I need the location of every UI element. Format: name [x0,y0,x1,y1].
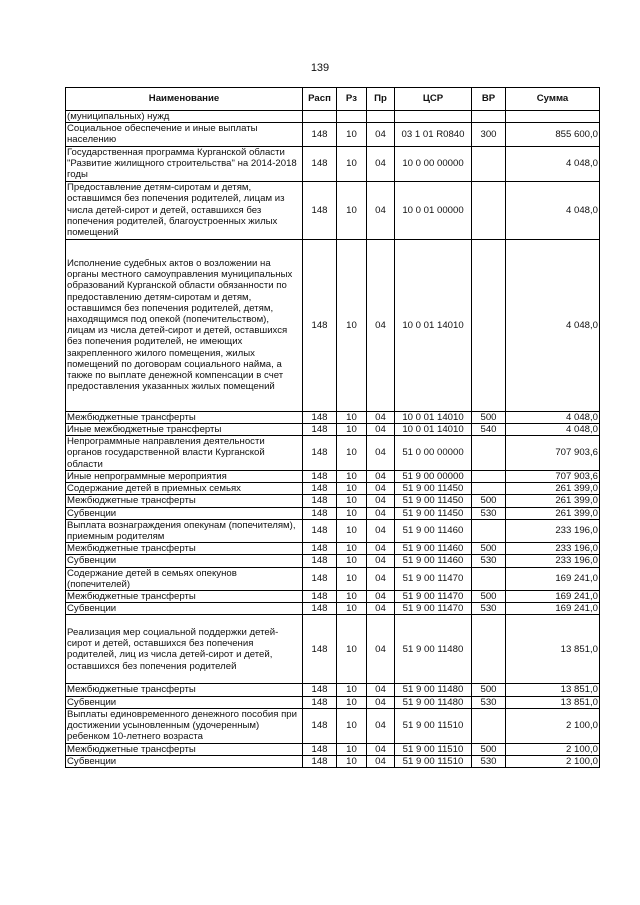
cell-name: Субвенции [66,507,303,519]
cell-sum: 4 048,0 [506,146,600,181]
cell-vr [472,615,506,684]
cell-name: Исполнение судебных актов о возложении на органы местного самоуправления муниципальных образований Курганской области обязанности по предоставлению детям-сиротам и детям, оставшимся без попечения родителей, детям, находящимся под опекой (попечительством), лицам из числа детей-сирот и детей, оставшихся без попечения родителей, не имеющих закрепленного жилого помещения, жилых помещений по договорам социального найма, а также по выплате денежной компенсации в счет предоставления указанных жилых помещений [66,239,303,411]
cell-rasp: 148 [303,436,337,471]
cell-csr: 51 9 00 11510 [395,743,472,755]
table-row [66,436,600,471]
table-row [66,708,600,743]
cell-rasp: 148 [303,708,337,743]
cell-rz: 10 [337,684,367,696]
table-row [66,411,600,423]
cell-name: Межбюджетные трансферты [66,543,303,555]
cell-csr: 51 9 00 11510 [395,708,472,743]
table-row [66,615,600,684]
cell-name: Межбюджетные трансферты [66,591,303,603]
cell-pr: 04 [367,756,395,768]
table-row [66,495,600,507]
cell-csr: 51 9 00 11470 [395,591,472,603]
cell-sum: 233 196,0 [506,519,600,542]
cell-csr: 51 9 00 11460 [395,555,472,567]
cell-vr: 500 [472,591,506,603]
cell-csr: 10 0 01 14010 [395,411,472,423]
cell-pr: 04 [367,519,395,542]
cell-rasp: 148 [303,555,337,567]
cell-vr [472,519,506,542]
cell-vr [472,708,506,743]
cell-csr: 10 0 01 00000 [395,181,472,239]
table-row [66,591,600,603]
table-row [66,123,600,146]
cell-rasp: 148 [303,615,337,684]
cell-rasp: 148 [303,696,337,708]
table-row [66,756,600,768]
cell-name: Межбюджетные трансферты [66,495,303,507]
cell-vr [472,146,506,181]
cell-csr: 51 9 00 11460 [395,519,472,542]
cell-pr: 04 [367,684,395,696]
cell-rasp: 148 [303,181,337,239]
table-row [66,684,600,696]
cell-rz: 10 [337,696,367,708]
cell-csr: 03 1 01 R0840 [395,123,472,146]
cell-sum: 261 399,0 [506,507,600,519]
cell-rz: 10 [337,483,367,495]
cell-rz: 10 [337,519,367,542]
cell-csr: 51 9 00 00000 [395,471,472,483]
table-header-row [66,88,600,111]
cell-vr: 530 [472,555,506,567]
header-rz: Рз [337,88,367,111]
cell-rz: 10 [337,471,367,483]
cell-rasp: 148 [303,483,337,495]
cell-name: Субвенции [66,555,303,567]
cell-rasp: 148 [303,519,337,542]
cell-pr: 04 [367,615,395,684]
cell-csr [395,111,472,123]
cell-sum: 2 100,0 [506,743,600,755]
cell-pr: 04 [367,603,395,615]
cell-csr: 51 0 00 00000 [395,436,472,471]
cell-sum: 4 048,0 [506,181,600,239]
cell-pr: 04 [367,146,395,181]
cell-rasp: 148 [303,423,337,435]
cell-rz: 10 [337,708,367,743]
cell-vr [472,567,506,590]
cell-sum: 169 241,0 [506,603,600,615]
table-row [66,567,600,590]
budget-table [65,87,600,768]
cell-rz: 10 [337,436,367,471]
cell-name: Субвенции [66,696,303,708]
table-row [66,471,600,483]
cell-rasp: 148 [303,239,337,411]
cell-vr: 500 [472,743,506,755]
table-row [66,111,600,123]
cell-name: Межбюджетные трансферты [66,411,303,423]
cell-sum: 169 241,0 [506,591,600,603]
cell-pr: 04 [367,411,395,423]
cell-csr: 51 9 00 11450 [395,483,472,495]
cell-name: Государственная программа Курганской области "Развитие жилищного строительства" на 2014-2018 годы [66,146,303,181]
cell-csr: 51 9 00 11510 [395,756,472,768]
cell-vr [472,436,506,471]
cell-rasp: 148 [303,567,337,590]
cell-name: Выплаты единовременного денежного пособия при достижении усыновленным (удочеренным) ребенком 10-летнего возраста [66,708,303,743]
cell-rz: 10 [337,567,367,590]
cell-rasp: 148 [303,684,337,696]
cell-pr: 04 [367,471,395,483]
header-rasp: Расп [303,88,337,111]
cell-sum: 4 048,0 [506,411,600,423]
cell-name: Выплата вознаграждения опекунам (попечителям), приемным родителям [66,519,303,542]
table-row [66,543,600,555]
cell-csr: 10 0 00 00000 [395,146,472,181]
table-row [66,423,600,435]
cell-rasp: 148 [303,471,337,483]
cell-vr: 500 [472,543,506,555]
page-number: 139 [310,62,330,74]
cell-vr: 500 [472,495,506,507]
header-csr: ЦСР [395,88,472,111]
table-row [66,519,600,542]
cell-rz: 10 [337,591,367,603]
cell-rasp: 148 [303,495,337,507]
cell-sum [506,111,600,123]
cell-sum: 233 196,0 [506,543,600,555]
cell-pr: 04 [367,708,395,743]
cell-rz: 10 [337,507,367,519]
cell-rz: 10 [337,239,367,411]
table-body [66,111,600,768]
cell-name: Реализация мер социальной поддержки детей-сирот и детей, оставшихся без попечения родителей, лиц из числа детей-сирот и детей, оставшихся без попечения родителей [66,615,303,684]
cell-sum: 13 851,0 [506,696,600,708]
header-vr: ВР [472,88,506,111]
cell-sum: 855 600,0 [506,123,600,146]
cell-rasp: 148 [303,411,337,423]
cell-csr: 51 9 00 11480 [395,615,472,684]
cell-vr [472,471,506,483]
table-row [66,696,600,708]
cell-sum: 707 903,6 [506,436,600,471]
cell-name: Социальное обеспечение и иные выплаты населению [66,123,303,146]
cell-rasp: 148 [303,123,337,146]
table-row [66,507,600,519]
cell-name: Субвенции [66,756,303,768]
cell-pr: 04 [367,543,395,555]
cell-vr [472,111,506,123]
cell-pr: 04 [367,567,395,590]
cell-rz: 10 [337,123,367,146]
cell-pr: 04 [367,743,395,755]
cell-pr: 04 [367,436,395,471]
cell-sum: 261 399,0 [506,495,600,507]
cell-vr [472,239,506,411]
cell-name: Предоставление детям-сиротам и детям, оставшимся без попечения родителей, лицам из числа детей-сирот и детей, оставшихся без попечения родителей, благоустроенных жилых помещений [66,181,303,239]
cell-csr: 51 9 00 11450 [395,495,472,507]
cell-csr: 51 9 00 11480 [395,696,472,708]
cell-pr: 04 [367,696,395,708]
cell-rz: 10 [337,756,367,768]
cell-sum: 4 048,0 [506,423,600,435]
cell-sum: 169 241,0 [506,567,600,590]
cell-pr [367,111,395,123]
header-sum: Сумма [506,88,600,111]
cell-sum: 707 903,6 [506,471,600,483]
cell-name: Субвенции [66,603,303,615]
cell-csr: 10 0 01 14010 [395,423,472,435]
header-name: Наименование [66,88,303,111]
cell-rasp: 148 [303,591,337,603]
table-row [66,181,600,239]
cell-sum: 233 196,0 [506,555,600,567]
cell-rasp: 148 [303,507,337,519]
cell-pr: 04 [367,239,395,411]
cell-sum: 13 851,0 [506,615,600,684]
cell-rz [337,111,367,123]
cell-csr: 51 9 00 11480 [395,684,472,696]
cell-rz: 10 [337,603,367,615]
cell-pr: 04 [367,507,395,519]
cell-rasp: 148 [303,743,337,755]
cell-rz: 10 [337,146,367,181]
cell-csr: 51 9 00 11450 [395,507,472,519]
cell-rz: 10 [337,495,367,507]
table-row [66,239,600,411]
cell-name: Межбюджетные трансферты [66,743,303,755]
cell-rasp: 148 [303,543,337,555]
cell-sum: 2 100,0 [506,756,600,768]
table-row [66,146,600,181]
cell-name: Иные непрограммные мероприятия [66,471,303,483]
cell-sum: 2 100,0 [506,708,600,743]
cell-vr: 500 [472,411,506,423]
cell-rasp [303,111,337,123]
cell-csr: 51 9 00 11460 [395,543,472,555]
table-row [66,603,600,615]
cell-csr: 51 9 00 11470 [395,603,472,615]
cell-rasp: 148 [303,146,337,181]
cell-vr: 500 [472,684,506,696]
cell-rz: 10 [337,615,367,684]
cell-name: (муниципальных) нужд [66,111,303,123]
cell-pr: 04 [367,555,395,567]
cell-name: Иные межбюджетные трансферты [66,423,303,435]
table-row [66,483,600,495]
cell-pr: 04 [367,591,395,603]
table-row [66,743,600,755]
cell-vr [472,483,506,495]
cell-rz: 10 [337,181,367,239]
cell-pr: 04 [367,181,395,239]
cell-sum: 4 048,0 [506,239,600,411]
cell-rasp: 148 [303,756,337,768]
cell-csr: 51 9 00 11470 [395,567,472,590]
cell-name: Содержание детей в приемных семьях [66,483,303,495]
cell-vr: 530 [472,507,506,519]
cell-vr: 530 [472,696,506,708]
cell-name: Содержание детей в семьях опекунов (попечителей) [66,567,303,590]
cell-name: Межбюджетные трансферты [66,684,303,696]
cell-rasp: 148 [303,603,337,615]
cell-sum: 261 399,0 [506,483,600,495]
table-row [66,555,600,567]
cell-rz: 10 [337,411,367,423]
cell-pr: 04 [367,483,395,495]
cell-vr: 540 [472,423,506,435]
cell-rz: 10 [337,555,367,567]
cell-vr: 300 [472,123,506,146]
cell-csr: 10 0 01 14010 [395,239,472,411]
cell-rz: 10 [337,423,367,435]
cell-sum: 13 851,0 [506,684,600,696]
header-pr: Пр [367,88,395,111]
cell-vr: 530 [472,756,506,768]
cell-pr: 04 [367,495,395,507]
cell-pr: 04 [367,423,395,435]
cell-vr: 530 [472,603,506,615]
cell-rz: 10 [337,743,367,755]
cell-vr [472,181,506,239]
cell-pr: 04 [367,123,395,146]
cell-rz: 10 [337,543,367,555]
cell-name: Непрограммные направления деятельности органов государственной власти Курганской области [66,436,303,471]
